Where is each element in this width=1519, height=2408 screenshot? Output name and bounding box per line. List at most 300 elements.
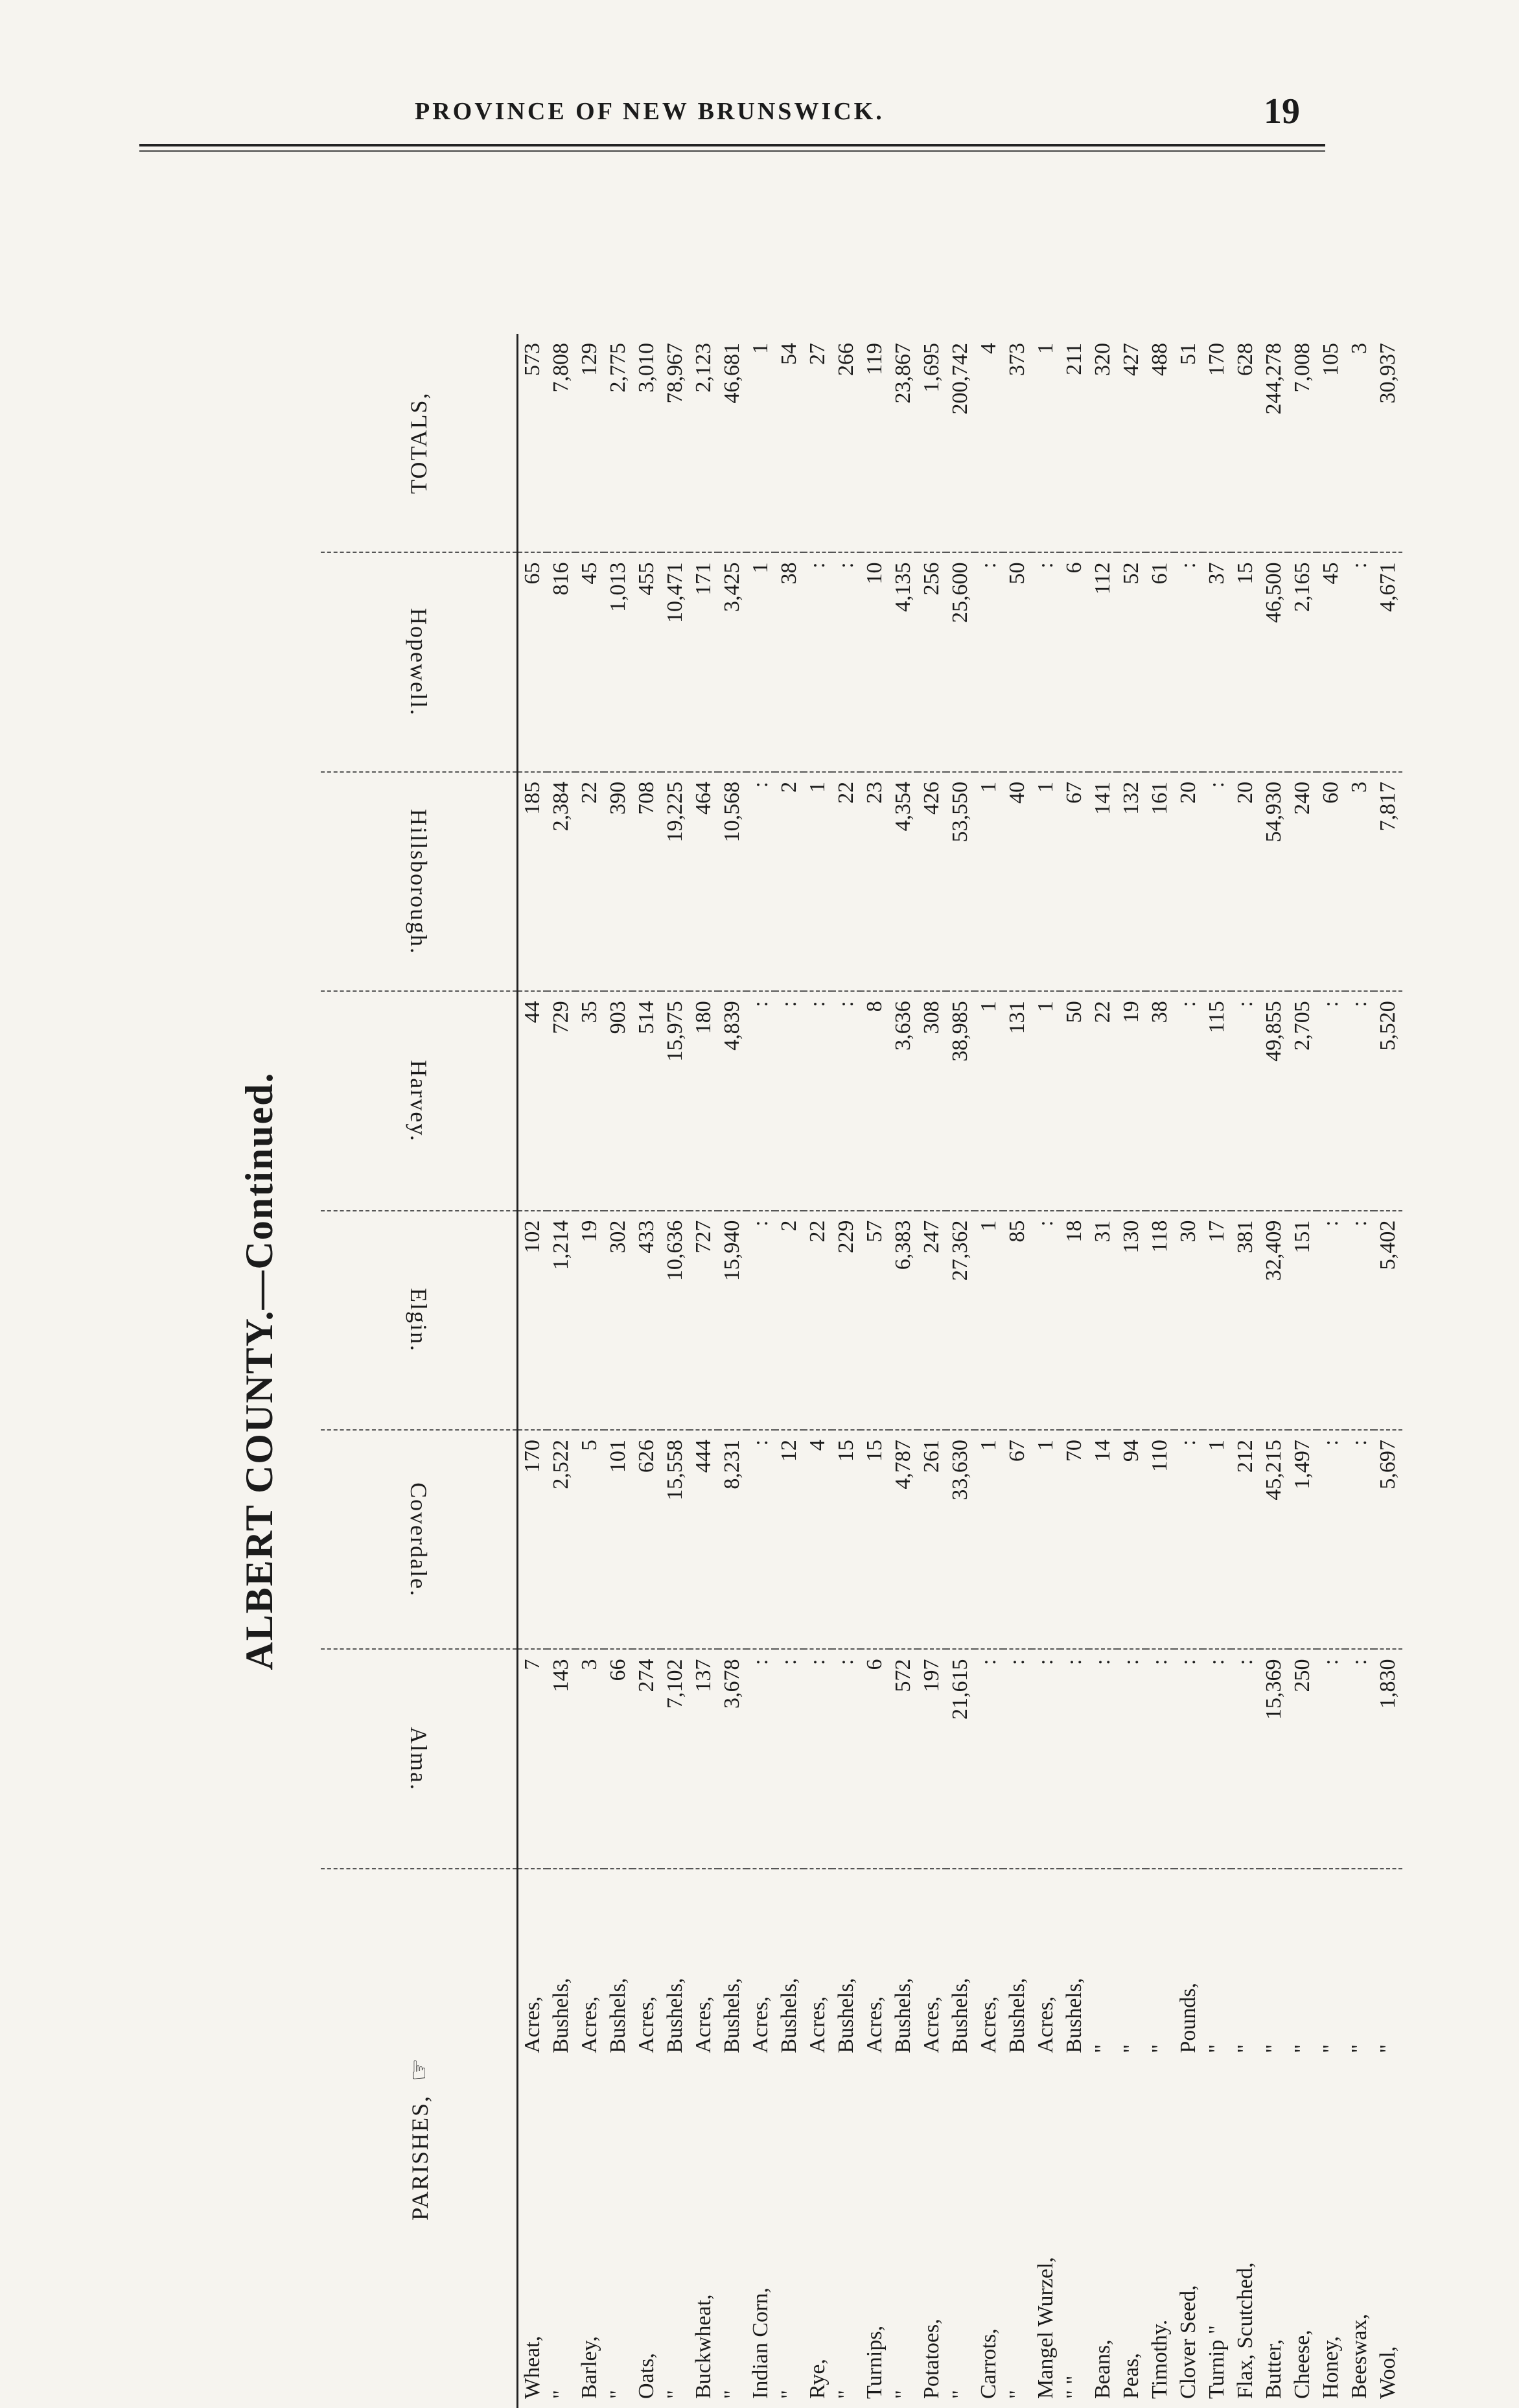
table-cell: : xyxy=(832,552,861,771)
table-cell: 6 xyxy=(1060,552,1089,771)
table-cell: 50 xyxy=(1060,991,1089,1210)
table-cell: : xyxy=(1231,991,1260,1210)
table-cell: 10,636 xyxy=(661,1211,690,1430)
table-cell: 1 xyxy=(975,772,1003,991)
table-cell: 1 xyxy=(747,552,775,771)
table-cell: 4 xyxy=(975,334,1003,552)
row-item-label: Wheat, xyxy=(520,2335,544,2399)
row-unit-label: Acres, xyxy=(806,1996,829,2053)
table-cell: 170 xyxy=(1203,334,1231,552)
table-cell: : xyxy=(1146,1649,1174,1868)
table-cell: 816 xyxy=(547,552,575,771)
table-cell: 727 xyxy=(690,1211,718,1430)
table-cell: 112 xyxy=(1089,552,1117,771)
table-cell: 65 xyxy=(518,552,548,771)
table-cell: 185 xyxy=(518,772,548,991)
table-cell: : xyxy=(832,991,861,1210)
table-cell: 17 xyxy=(1203,1211,1231,1430)
table-cell: 274 xyxy=(632,1649,661,1868)
table-row xyxy=(1003,334,1032,2408)
table-cell: : xyxy=(1317,1430,1345,1649)
table-cell: 170 xyxy=(518,1430,548,1649)
table-cell: 4,354 xyxy=(889,772,918,991)
table-cell: 3,678 xyxy=(718,1649,747,1868)
table-cell: 10,471 xyxy=(661,552,690,771)
row-unit-label: Bushels, xyxy=(777,1978,801,2053)
table-cell: : xyxy=(1032,552,1060,771)
table-cell: 5,520 xyxy=(1374,991,1402,1210)
table-cell: : xyxy=(747,1649,775,1868)
table-cell: 488 xyxy=(1146,334,1174,552)
table-cell: 44 xyxy=(518,991,548,1210)
column-header-label: Hopewell. xyxy=(406,608,432,717)
row-unit-label: Acres, xyxy=(691,1996,715,2053)
table-row xyxy=(547,334,575,2408)
table-cell: 7,817 xyxy=(1374,772,1402,991)
table-cell: 256 xyxy=(918,552,946,771)
table-cell: 60 xyxy=(1317,772,1345,991)
row-unit-label: Bushels, xyxy=(549,1978,573,2053)
row-item-label: Turnip " xyxy=(1205,2325,1229,2399)
row-unit-label: Acres, xyxy=(863,1996,887,2053)
table-row xyxy=(575,334,604,2408)
column-header-hillsborough xyxy=(321,772,518,991)
table-row xyxy=(1032,334,1060,2408)
table-cell: 2,705 xyxy=(1288,991,1317,1210)
table-cell: 66 xyxy=(604,1649,632,1868)
table-cell: 708 xyxy=(632,772,661,991)
row-unit-label: Acres, xyxy=(1034,1996,1058,2053)
table-cell: 19 xyxy=(575,1211,604,1430)
column-header-elgin xyxy=(321,1211,518,1430)
table-cell: 46,500 xyxy=(1260,552,1288,771)
row-unit-label: " xyxy=(1347,2044,1371,2053)
row-item-label: Turnips, xyxy=(863,2325,887,2399)
row-item-label: " xyxy=(606,2390,630,2399)
table-row xyxy=(918,334,946,2408)
table-row xyxy=(1060,334,1089,2408)
table-cell: : xyxy=(975,552,1003,771)
row-unit-label: " xyxy=(1119,2044,1143,2053)
row-unit-label: " xyxy=(1205,2044,1229,2053)
column-header-harvey xyxy=(321,991,518,1210)
table-cell: 1 xyxy=(975,991,1003,1210)
table-cell: 25,600 xyxy=(946,552,975,771)
parishes-header xyxy=(321,1869,518,2408)
table-cell: 22 xyxy=(575,772,604,991)
row-item-label: " xyxy=(777,2390,801,2399)
table-cell: : xyxy=(1345,991,1374,1210)
table-cell: 31 xyxy=(1089,1211,1117,1430)
table-cell: 200,742 xyxy=(946,334,975,552)
table-row xyxy=(690,334,718,2408)
table-cell: 4,839 xyxy=(718,991,747,1210)
table-cell: 373 xyxy=(1003,334,1032,552)
rotated-table-area xyxy=(211,334,1400,2408)
row-unit-label: Acres, xyxy=(977,1996,1001,2053)
table-row xyxy=(632,334,661,2408)
table-cell: : xyxy=(1317,991,1345,1210)
table-cell: : xyxy=(747,772,775,991)
table-row xyxy=(889,334,918,2408)
table-cell: 308 xyxy=(918,991,946,1210)
table-cell: 2,384 xyxy=(547,772,575,991)
table-row xyxy=(1317,334,1345,2408)
table-row xyxy=(861,334,889,2408)
table-cell: 1,497 xyxy=(1288,1430,1317,1649)
table-cell: 1 xyxy=(1032,772,1060,991)
table-cell: 10 xyxy=(861,552,889,771)
table-cell: 2,522 xyxy=(547,1430,575,1649)
table-header-row xyxy=(321,334,518,2408)
column-header-totals xyxy=(321,334,518,552)
row-item-label: Mangel Wurzel, xyxy=(1034,2257,1058,2399)
table-cell: : xyxy=(1174,991,1203,1210)
table-cell: 1 xyxy=(1203,1430,1231,1649)
table-cell: 171 xyxy=(690,552,718,771)
table-cell: 15,558 xyxy=(661,1430,690,1649)
row-item-label: Beans, xyxy=(1091,2339,1115,2399)
table-cell: : xyxy=(832,1649,861,1868)
table-cell: 7,102 xyxy=(661,1649,690,1868)
table-cell: 1 xyxy=(975,1430,1003,1649)
table-cell: 244,278 xyxy=(1260,334,1288,552)
table-cell: 119 xyxy=(861,334,889,552)
table-cell: 212 xyxy=(1231,1430,1260,1649)
header-rule-secondary xyxy=(139,150,1325,152)
row-unit-label: Bushels, xyxy=(948,1978,972,2053)
column-header-label: Hillsborough. xyxy=(406,808,432,955)
table-cell: 101 xyxy=(604,1430,632,1649)
table-cell: : xyxy=(975,1649,1003,1868)
table-cell: 21,615 xyxy=(946,1649,975,1868)
table-title: ALBERT COUNTY.—Continued. xyxy=(238,1071,281,1670)
table-cell: : xyxy=(1060,1649,1089,1868)
table-cell: : xyxy=(1003,1649,1032,1868)
table-cell: 3 xyxy=(1345,334,1374,552)
table-cell: 57 xyxy=(861,1211,889,1430)
table-cell: 1,214 xyxy=(547,1211,575,1430)
row-unit-label: " xyxy=(1376,2044,1400,2053)
table-cell: : xyxy=(747,1430,775,1649)
table-row xyxy=(1288,334,1317,2408)
table-cell: 38,985 xyxy=(946,991,975,1210)
table-cell: 390 xyxy=(604,772,632,991)
table-cell: 8 xyxy=(861,991,889,1210)
row-item-label: " " xyxy=(1062,2375,1086,2399)
table-cell: : xyxy=(804,1649,832,1868)
table-cell: : xyxy=(1317,1211,1345,1430)
table-cell: 572 xyxy=(889,1649,918,1868)
row-item-label: Buckwheat, xyxy=(691,2294,715,2399)
table-cell: 45 xyxy=(1317,552,1345,771)
table-cell: : xyxy=(804,991,832,1210)
table-cell: : xyxy=(1203,1649,1231,1868)
table-cell: 131 xyxy=(1003,991,1032,1210)
table-cell: 105 xyxy=(1317,334,1345,552)
row-unit-label: Bushels, xyxy=(663,1978,687,2053)
table-cell: 15,369 xyxy=(1260,1649,1288,1868)
parishes-header-label: PARISHES, xyxy=(406,2095,433,2221)
table-cell: : xyxy=(804,552,832,771)
table-cell: 7 xyxy=(518,1649,548,1868)
table-cell: 3 xyxy=(1345,772,1374,991)
table-row xyxy=(604,334,632,2408)
row-item-label: Barley, xyxy=(577,2336,601,2399)
row-item-label: Peas, xyxy=(1119,2353,1143,2399)
table-cell: 52 xyxy=(1117,552,1146,771)
table-cell: 46,681 xyxy=(718,334,747,552)
table-cell: 22 xyxy=(832,772,861,991)
table-cell: 3,425 xyxy=(718,552,747,771)
row-unit-label: Acres, xyxy=(520,1996,544,2053)
table-cell: : xyxy=(1203,772,1231,991)
table-cell: 20 xyxy=(1174,772,1203,991)
table-cell: 102 xyxy=(518,1211,548,1430)
table-cell: 115 xyxy=(1203,991,1231,1210)
table-row xyxy=(832,334,861,2408)
table-cell: 15,940 xyxy=(718,1211,747,1430)
table-cell: 1 xyxy=(1032,991,1060,1210)
table-row xyxy=(1089,334,1117,2408)
table-cell: 49,855 xyxy=(1260,991,1288,1210)
table-cell: : xyxy=(1231,1649,1260,1868)
table-cell: 78,967 xyxy=(661,334,690,552)
row-item-label: " xyxy=(549,2390,573,2399)
table-cell: 30 xyxy=(1174,1211,1203,1430)
table-body xyxy=(518,334,1403,2408)
table-cell: : xyxy=(775,991,804,1210)
table-cell: : xyxy=(1174,1430,1203,1649)
table-cell: 45 xyxy=(575,552,604,771)
table-cell: 426 xyxy=(918,772,946,991)
table-cell: : xyxy=(747,991,775,1210)
table-cell: 1 xyxy=(1032,1430,1060,1649)
table-cell: 33,630 xyxy=(946,1430,975,1649)
table-cell: : xyxy=(1117,1649,1146,1868)
table-cell: 427 xyxy=(1117,334,1146,552)
table-cell: 10,568 xyxy=(718,772,747,991)
table-cell: 1 xyxy=(804,772,832,991)
table-row xyxy=(1374,334,1402,2408)
table-row xyxy=(1345,334,1374,2408)
table-cell: 54 xyxy=(775,334,804,552)
row-unit-label: " xyxy=(1148,2044,1172,2053)
table-cell: 40 xyxy=(1003,772,1032,991)
column-header-label: Harvey. xyxy=(406,1060,432,1142)
table-cell: 7,808 xyxy=(547,334,575,552)
table-cell: : xyxy=(775,1649,804,1868)
row-item-label: " xyxy=(948,2390,972,2399)
table-cell: 19 xyxy=(1117,991,1146,1210)
row-unit-label: Acres, xyxy=(920,1996,944,2053)
table-cell: : xyxy=(1345,552,1374,771)
table-cell: 6,383 xyxy=(889,1211,918,1430)
table-cell: 211 xyxy=(1060,334,1089,552)
row-unit-label: " xyxy=(1233,2044,1257,2053)
table-cell: 27 xyxy=(804,334,832,552)
table-cell: 51 xyxy=(1174,334,1203,552)
table-cell: 18 xyxy=(1060,1211,1089,1430)
table-cell: 53,550 xyxy=(946,772,975,991)
table-cell: 573 xyxy=(518,334,548,552)
table-cell: 4 xyxy=(804,1430,832,1649)
table-cell: 70 xyxy=(1060,1430,1089,1649)
table-cell: 903 xyxy=(604,991,632,1210)
table-cell: 5,697 xyxy=(1374,1430,1402,1649)
row-unit-label: " xyxy=(1262,2044,1286,2053)
row-item-label: Potatoes, xyxy=(920,2319,944,2399)
header-rule xyxy=(139,144,1325,146)
table-cell: 141 xyxy=(1089,772,1117,991)
table-cell: 30,937 xyxy=(1374,334,1402,552)
table-cell: 130 xyxy=(1117,1211,1146,1430)
table-row xyxy=(975,334,1003,2408)
row-unit-label: Bushels, xyxy=(1062,1978,1086,2053)
column-header-hopewell xyxy=(321,552,518,771)
table-cell: 151 xyxy=(1288,1211,1317,1430)
table-cell: 261 xyxy=(918,1430,946,1649)
table-cell: 38 xyxy=(775,552,804,771)
table-cell: 85 xyxy=(1003,1211,1032,1430)
table-cell: 15,975 xyxy=(661,991,690,1210)
table-cell: 54,930 xyxy=(1260,772,1288,991)
row-unit-label: " xyxy=(1319,2044,1343,2053)
table-row xyxy=(775,334,804,2408)
table-cell: 129 xyxy=(575,334,604,552)
table-cell: 3,010 xyxy=(632,334,661,552)
pointing-hand-icon: ☞ xyxy=(404,2057,434,2081)
table-cell: 22 xyxy=(804,1211,832,1430)
table-cell: 15 xyxy=(1231,552,1260,771)
table-cell: 180 xyxy=(690,991,718,1210)
table-cell: 2,165 xyxy=(1288,552,1317,771)
table-cell: : xyxy=(1345,1211,1374,1430)
table-cell: 197 xyxy=(918,1649,946,1868)
table-cell: 320 xyxy=(1089,334,1117,552)
table-row xyxy=(718,334,747,2408)
row-item-label: " xyxy=(1005,2390,1029,2399)
column-header-label: Alma. xyxy=(406,1727,432,1792)
table-cell: 729 xyxy=(547,991,575,1210)
row-item-label: Rye, xyxy=(806,2359,829,2399)
row-item-label: Butter, xyxy=(1262,2339,1286,2399)
column-header-label: Elgin. xyxy=(406,1288,432,1353)
table-cell: 626 xyxy=(632,1430,661,1649)
row-item-label: Honey, xyxy=(1319,2336,1343,2399)
page-header xyxy=(0,91,1519,136)
page-number: 19 xyxy=(1264,91,1300,132)
table-cell: 1 xyxy=(1032,334,1060,552)
table-cell: 143 xyxy=(547,1649,575,1868)
row-unit-label: Acres, xyxy=(577,1996,601,2053)
table-cell: 161 xyxy=(1146,772,1174,991)
table-cell: 67 xyxy=(1060,772,1089,991)
row-item-label: " xyxy=(891,2390,915,2399)
table-cell: 32,409 xyxy=(1260,1211,1288,1430)
table-cell: 240 xyxy=(1288,772,1317,991)
row-item-label: Wool, xyxy=(1376,2346,1400,2399)
table-cell: 22 xyxy=(1089,991,1117,1210)
table-row xyxy=(1117,334,1146,2408)
table-cell: 67 xyxy=(1003,1430,1032,1649)
table-cell: 464 xyxy=(690,772,718,991)
table-cell: 302 xyxy=(604,1211,632,1430)
row-unit-label: Bushels, xyxy=(606,1978,630,2053)
table-cell: : xyxy=(1345,1649,1374,1868)
table-cell: : xyxy=(1174,1649,1203,1868)
row-item-label: Indian Corn, xyxy=(748,2287,772,2399)
row-item-label: Carrots, xyxy=(977,2328,1001,2399)
table-row xyxy=(1203,334,1231,2408)
table-cell: 1,830 xyxy=(1374,1649,1402,1868)
row-unit-label: Bushels, xyxy=(720,1978,744,2053)
table-cell: 5 xyxy=(575,1430,604,1649)
table-cell: : xyxy=(1089,1649,1117,1868)
table-cell: 6 xyxy=(861,1649,889,1868)
table-cell: 37 xyxy=(1203,552,1231,771)
row-unit-label: Acres, xyxy=(748,1996,772,2053)
table-cell: 266 xyxy=(832,334,861,552)
table-cell: 137 xyxy=(690,1649,718,1868)
table-row xyxy=(1174,334,1203,2408)
table-cell: 247 xyxy=(918,1211,946,1430)
table-cell: : xyxy=(1174,552,1203,771)
table-cell: 4,135 xyxy=(889,552,918,771)
table-cell: 381 xyxy=(1231,1211,1260,1430)
table-row xyxy=(518,334,548,2408)
table-cell: 2 xyxy=(775,1211,804,1430)
table-row xyxy=(747,334,775,2408)
table-cell: : xyxy=(1032,1649,1060,1868)
row-unit-label: Bushels, xyxy=(834,1978,858,2053)
table-cell: 118 xyxy=(1146,1211,1174,1430)
row-unit-label: " xyxy=(1290,2044,1314,2053)
column-header-alma xyxy=(321,1649,518,1868)
row-item-label: Timothy. xyxy=(1148,2319,1172,2399)
table-cell: 2,775 xyxy=(604,334,632,552)
table-cell: 2,123 xyxy=(690,334,718,552)
table-cell: 4,671 xyxy=(1374,552,1402,771)
table-cell: 1,695 xyxy=(918,334,946,552)
table-cell: 1 xyxy=(747,334,775,552)
table-cell: : xyxy=(1317,1649,1345,1868)
table-cell: 19,225 xyxy=(661,772,690,991)
row-unit-label: Bushels, xyxy=(891,1978,915,2053)
table-cell: 7,008 xyxy=(1288,334,1317,552)
row-unit-label: Acres, xyxy=(634,1996,658,2053)
table-cell: 23 xyxy=(861,772,889,991)
table-cell: : xyxy=(747,1211,775,1430)
table-cell: 4,787 xyxy=(889,1430,918,1649)
row-unit-label: Pounds, xyxy=(1176,1983,1200,2053)
table-cell: 1,013 xyxy=(604,552,632,771)
row-unit-label: Bushels, xyxy=(1005,1978,1029,2053)
table-cell: 455 xyxy=(632,552,661,771)
table-cell: 8,231 xyxy=(718,1430,747,1649)
table-row xyxy=(804,334,832,2408)
row-item-label: " xyxy=(663,2390,687,2399)
table-cell: 5,402 xyxy=(1374,1211,1402,1430)
table-cell: 3 xyxy=(575,1649,604,1868)
table-cell: 444 xyxy=(690,1430,718,1649)
table-cell: 110 xyxy=(1146,1430,1174,1649)
running-head: PROVINCE OF NEW BRUNSWICK. xyxy=(415,98,885,125)
table-cell: 45,215 xyxy=(1260,1430,1288,1649)
agricultural-statistics-table xyxy=(321,334,1402,2408)
table-cell: 94 xyxy=(1117,1430,1146,1649)
table-cell: 23,867 xyxy=(889,334,918,552)
